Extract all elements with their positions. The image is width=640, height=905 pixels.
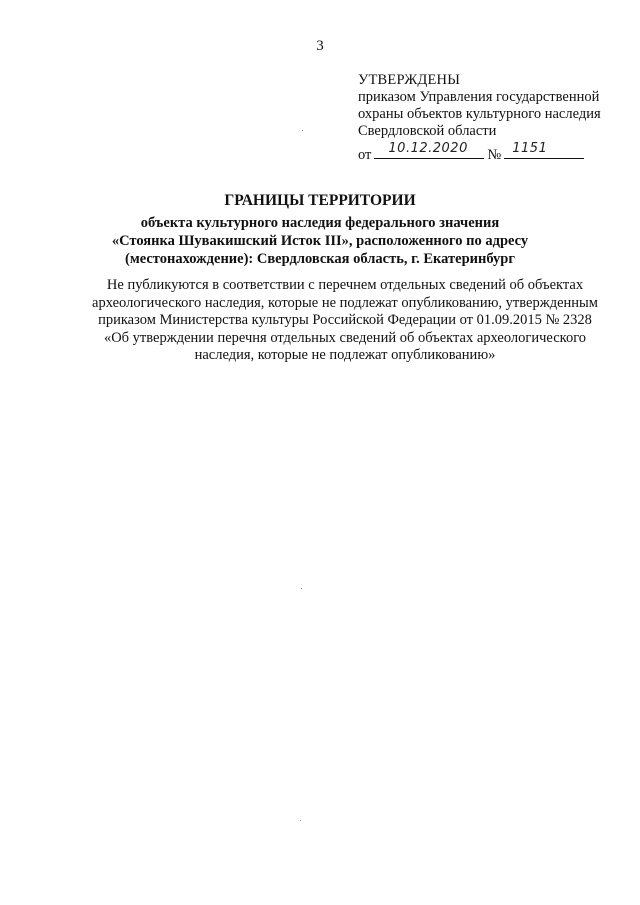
title-line: (местонахождение): Свердловская область, г. Екатеринбург [125,251,515,267]
title-line: «Стоянка Шувакишский Исток III», расположенного по адресу [111,233,529,249]
title-line: объекта культурного наследия федерального значения [140,215,500,231]
scan-speck [300,820,301,821]
page-number: 3 [316,38,324,54]
date-number-line [358,142,628,164]
notice-line: наследия, которые не подлежат опубликованию» [194,347,496,363]
number-prefix: № [487,147,502,163]
notice-line: «Об утверждении перечня отдельных сведений об объектах археологического [103,329,587,346]
approval-line: охраны объектов культурного наследия [358,106,601,122]
notice-line: Не публикуются в соответствии с перечнем отдельных сведений об объектах [106,277,584,293]
notice-line: приказом Министерства культуры Российской Федерации от 01.09.2015 № 2328 [98,312,592,328]
approval-block [358,72,628,164]
scan-speck [302,130,303,131]
date-blank [374,142,484,159]
date-prefix: от [358,147,372,163]
approval-line: Свердловской области [358,123,497,139]
number-blank [504,142,584,159]
notice-line: археологического наследия, которые не подлежат опубликованию, утвержденным [92,294,598,311]
handwritten-date: 10.12.2020 [388,141,468,156]
handwritten-number: 1151 [512,141,548,156]
title-main: ГРАНИЦЫ ТЕРРИТОРИИ [224,192,416,209]
approval-line: приказом Управления государственной [358,89,600,105]
document-title [0,192,640,268]
scan-speck [301,588,302,589]
approval-heading: УТВЕРЖДЕНЫ [358,72,461,88]
publication-notice [70,277,620,365]
